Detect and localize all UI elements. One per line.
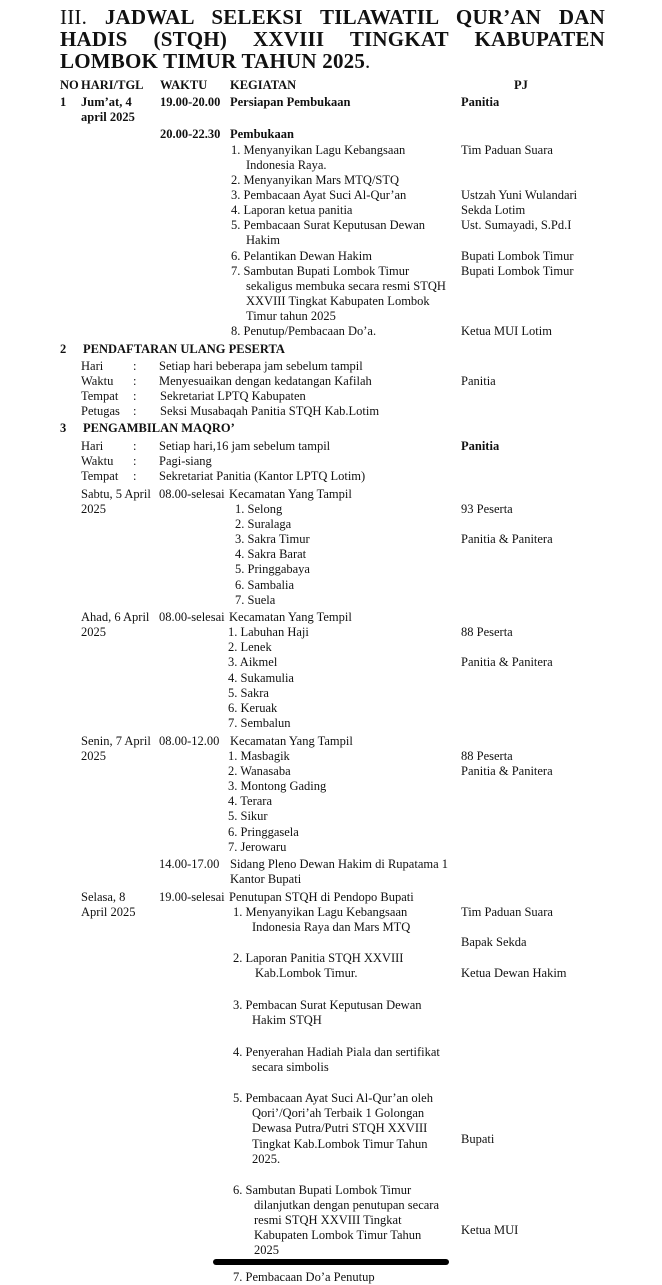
header-no: NO (60, 78, 79, 92)
header-hari: HARI/TGL (81, 78, 144, 92)
pj-cell: Panitia (461, 95, 500, 109)
pj-cell: Bupati Lombok Timur (461, 264, 574, 278)
field-label: Tempat (81, 389, 119, 403)
field-value: Setiap hari beberapa jam sebelum tampil (159, 359, 363, 373)
list-item: 6. Sambutan Bupati Lombok Timur (233, 1183, 412, 1197)
list-item: 4. Terara (228, 794, 273, 808)
day-date: 2025 (81, 749, 106, 763)
list-item: Hakim (246, 233, 281, 247)
list-item: 6. Pelantikan Dewan Hakim (231, 249, 372, 263)
list-item: 4. Sukamulia (228, 671, 294, 685)
colon: : (133, 439, 137, 453)
header-waktu: WAKTU (160, 78, 208, 92)
pj-cell: Panitia (461, 439, 500, 453)
list-item: Kabupaten Lombok Timur Tahun (254, 1228, 422, 1242)
list-item: 7. Pembacaan Do’a Penutup (233, 1270, 375, 1284)
time-slot: 20.00-22.30 (160, 127, 221, 141)
pj-cell: Tim Paduan Suara (461, 143, 553, 157)
field-value: Pagi-siang (159, 454, 212, 468)
list-item: 1. Masbagik (228, 749, 290, 763)
field-value: Sekretariat LPTQ Kabupaten (160, 389, 306, 403)
day-date: april 2025 (81, 110, 135, 124)
field-value: Seksi Musabaqah Panitia STQH Kab.Lotim (160, 404, 380, 418)
section-roman-numeral: III. (60, 5, 88, 29)
title-period: . (365, 49, 371, 73)
pj-cell: Bapak Sekda (461, 935, 527, 949)
list-item: 7. Suela (235, 593, 276, 607)
time-slot: 19.00-selesai (159, 890, 225, 904)
time-slot: 08.00-selesai (159, 487, 225, 501)
document-title (60, 6, 605, 72)
field-label: Waktu (81, 454, 114, 468)
list-item: 7. Sembalun (228, 716, 291, 730)
activity: Penutupan STQH di Pendopo Bupati (229, 890, 414, 904)
list-item: 4. Laporan ketua panitia (231, 203, 353, 217)
section-heading: PENGAMBILAN MAQRO’ (83, 421, 235, 435)
pj-cell: Panitia & Panitera (461, 532, 553, 546)
day-date: Ahad, 6 April (81, 610, 150, 624)
header-pj: PJ (514, 78, 528, 92)
list-item: Kab.Lombok Timur. (255, 966, 358, 980)
pj-cell: Panitia (461, 374, 496, 388)
list-item: 3. Sakra Timur (235, 532, 310, 546)
list-item: Indonesia Raya. (246, 158, 327, 172)
activity: Kecamatan Yang Tampil (230, 734, 353, 748)
pj-cell: 88 Peserta (461, 625, 513, 639)
list-item: 2. Menyanyikan Mars MTQ/STQ (231, 173, 400, 187)
day-date: Jum’at, 4 (81, 95, 132, 109)
activity: Sidang Pleno Dewan Hakim di Rupatama 1 (230, 857, 449, 871)
pj-cell: Panitia & Panitera (461, 764, 553, 778)
activity: Kantor Bupati (230, 872, 302, 886)
list-item: 6. Pringgasela (228, 825, 299, 839)
pj-cell: Sekda Lotim (461, 203, 526, 217)
list-item: 2. Laporan Panitia STQH XXVIII (233, 951, 404, 965)
list-item: 6. Keruak (228, 701, 278, 715)
colon: : (133, 404, 137, 418)
field-label: Hari (81, 359, 104, 373)
row-number: 1 (60, 95, 67, 109)
time-slot: 08.00-selesai (159, 610, 225, 624)
pj-cell: Ustzah Yuni Wulandari (461, 188, 578, 202)
list-item: 4. Sakra Barat (235, 547, 307, 561)
title-text: JADWAL SELEKSI TILAWATIL QUR’AN DAN HADIS (STQH) XXVIII TINGKAT KABUPATEN LOMBOK TIMUR TAHUN 2025 (60, 5, 606, 73)
activity: Persiapan Pembukaan (230, 95, 351, 109)
activity: Pembukaan (230, 127, 294, 141)
row-number: 2 (60, 342, 67, 356)
list-item: 1. Menyanyikan Lagu Kebangsaan (231, 143, 406, 157)
home-indicator[interactable] (213, 1259, 449, 1265)
list-item: 8. Penutup/Pembacaan Do’a. (231, 324, 377, 338)
activity: Kecamatan Yang Tampil (229, 487, 352, 501)
field-label: Petugas (81, 404, 120, 418)
list-item: 5. Sikur (228, 809, 268, 823)
pj-cell: 93 Peserta (461, 502, 513, 516)
list-item: 4. Penyerahan Hadiah Piala dan sertifikat (233, 1045, 440, 1059)
field-label: Tempat (81, 469, 119, 483)
row-number: 3 (60, 421, 67, 435)
pj-cell: Panitia & Panitera (461, 655, 553, 669)
list-item: 3. Aikmel (228, 655, 278, 669)
list-item: Hakim STQH (252, 1013, 322, 1027)
pj-cell: Tim Paduan Suara (461, 905, 553, 919)
list-item: 2. Suralaga (235, 517, 292, 531)
pj-cell: Ketua MUI (461, 1223, 519, 1237)
list-item: resmi STQH XXVIII Tingkat (254, 1213, 402, 1227)
day-date: 2025 (81, 625, 106, 639)
colon: : (133, 389, 137, 403)
time-slot: 14.00-17.00 (159, 857, 220, 871)
list-item: 3. Pembacaan Ayat Suci Al-Qur’an (231, 188, 407, 202)
list-item: XXVIII Tingkat Kabupaten Lombok (246, 294, 430, 308)
pj-cell: Bupati Lombok Timur (461, 249, 574, 263)
list-item: 5. Pembacaan Surat Keputusan Dewan (231, 218, 426, 232)
list-item: 5. Pringgabaya (235, 562, 310, 576)
list-item: dilanjutkan dengan penutupan secara (254, 1198, 439, 1212)
colon: : (133, 359, 137, 373)
list-item: 2. Wanasaba (228, 764, 291, 778)
day-date: Sabtu, 5 April (81, 487, 151, 501)
pj-cell: Ketua MUI Lotim (461, 324, 552, 338)
list-item: secara simbolis (252, 1060, 329, 1074)
header-kegiatan: KEGIATAN (230, 78, 297, 92)
cut-off-line (0, 1270, 662, 1284)
colon: : (133, 374, 137, 388)
activity: Kecamatan Yang Tempil (229, 610, 352, 624)
list-item: Timur tahun 2025 (246, 309, 336, 323)
field-value: Sekretariat Panitia (Kantor LPTQ Lotim) (159, 469, 366, 483)
list-item: 1. Menyanyikan Lagu Kebangsaan (233, 905, 408, 919)
colon: : (133, 454, 137, 468)
list-item: 3. Montong Gading (228, 779, 327, 793)
list-item: 3. Pembacan Surat Keputusan Dewan (233, 998, 422, 1012)
day-date: 2025 (81, 502, 106, 516)
list-item: 7. Jerowaru (228, 840, 287, 854)
list-item: 5. Pembacaan Ayat Suci Al-Qur’an oleh (233, 1091, 433, 1105)
list-item: Tingkat Kab.Lombok Timur Tahun (252, 1137, 428, 1151)
list-item: Qori’/Qori’ah Terbaik 1 Golongan (252, 1106, 425, 1120)
list-item: 7. Sambutan Bupati Lombok Timur (231, 264, 410, 278)
day-date: Selasa, 8 (81, 890, 126, 904)
field-label: Waktu (81, 374, 114, 388)
field-label: Hari (81, 439, 104, 453)
section-heading: PENDAFTARAN ULANG PESERTA (83, 342, 285, 356)
day-date: April 2025 (81, 905, 136, 919)
list-item: 2025. (252, 1152, 281, 1166)
list-item: 2. Lenek (228, 640, 272, 654)
list-item: sekaligus membuka secara resmi STQH (246, 279, 446, 293)
field-value: Setiap hari,16 jam sebelum tampil (159, 439, 331, 453)
list-item: 5. Sakra (228, 686, 269, 700)
list-item: Indonesia Raya dan Mars MTQ (252, 920, 411, 934)
day-date: Senin, 7 April (81, 734, 151, 748)
time-slot: 19.00-20.00 (160, 95, 221, 109)
pj-cell: Ketua Dewan Hakim (461, 966, 567, 980)
pj-cell: 88 Peserta (461, 749, 513, 763)
list-item: 1. Selong (235, 502, 283, 516)
list-item: 6. Sambalia (235, 578, 295, 592)
list-item: 2025 (254, 1243, 279, 1257)
field-value: Menyesuaikan dengan kedatangan Kafilah (159, 374, 372, 388)
time-slot: 08.00-12.00 (159, 734, 220, 748)
pj-cell: Bupati (461, 1132, 495, 1146)
list-item: 1. Labuhan Haji (228, 625, 309, 639)
list-item: Dewasa Putra/Putri STQH XXVIII (252, 1121, 428, 1135)
pj-cell: Ust. Sumayadi, S.Pd.I (461, 218, 572, 232)
colon: : (133, 469, 137, 483)
